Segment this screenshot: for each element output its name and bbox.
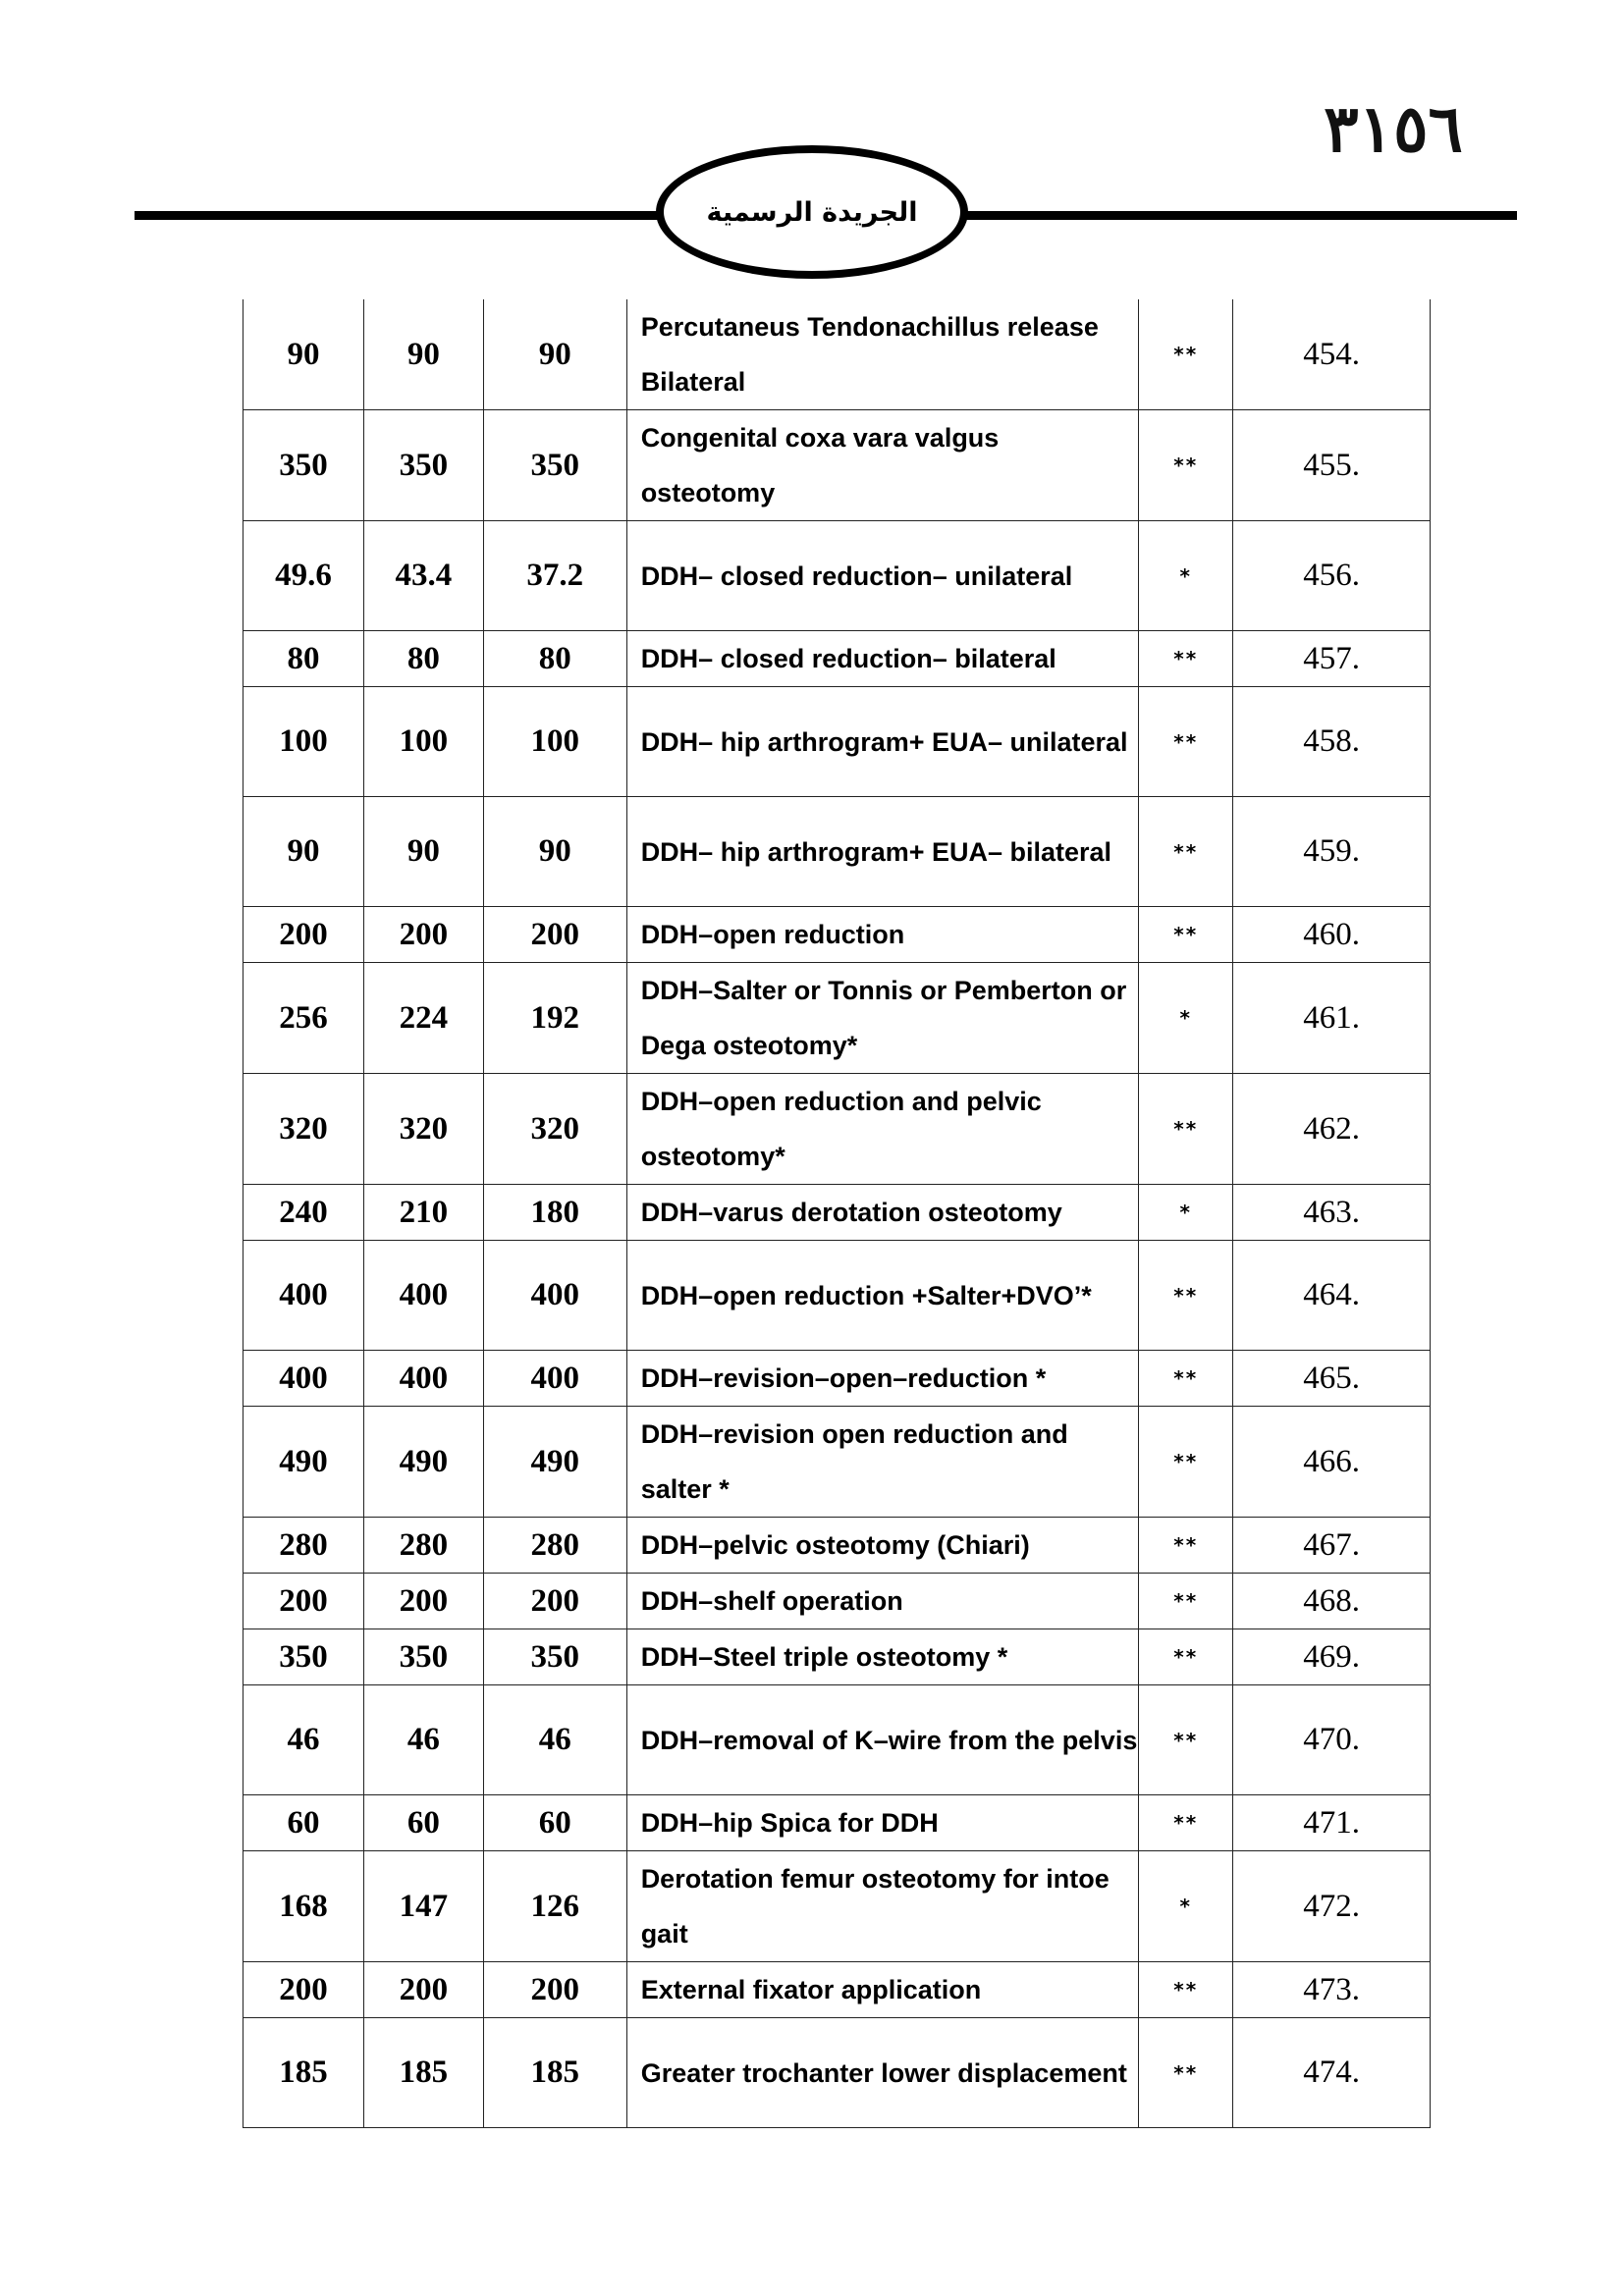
procedure-description: DDH–pelvic osteotomy (Chiari) xyxy=(626,1518,1139,1574)
price-3: 320 xyxy=(483,1074,626,1185)
category-mark: ** xyxy=(1139,299,1233,410)
procedure-description: DDH–removal of K–wire from the pelvis xyxy=(626,1685,1139,1795)
table-row xyxy=(244,631,1431,687)
item-number: 461. xyxy=(1233,963,1431,1074)
price-1: 100 xyxy=(244,687,364,797)
price-1: 320 xyxy=(244,1074,364,1185)
table-row xyxy=(244,687,1431,797)
price-3: 192 xyxy=(483,963,626,1074)
table-row xyxy=(244,797,1431,907)
procedure-description: DDH–shelf operation xyxy=(626,1574,1139,1629)
price-1: 280 xyxy=(244,1518,364,1574)
category-mark: ** xyxy=(1139,1685,1233,1795)
item-number: 466. xyxy=(1233,1407,1431,1518)
procedure-description: DDH–open reduction xyxy=(626,907,1139,963)
page-number: ٣١٥٦ xyxy=(1324,90,1463,167)
table-row xyxy=(244,1574,1431,1629)
item-number: 473. xyxy=(1233,1962,1431,2018)
price-3: 90 xyxy=(483,797,626,907)
category-mark: ** xyxy=(1139,797,1233,907)
category-mark: ** xyxy=(1139,1074,1233,1185)
item-number: 462. xyxy=(1233,1074,1431,1185)
procedure-description: External fixator application xyxy=(626,1962,1139,2018)
category-mark: ** xyxy=(1139,631,1233,687)
table-row xyxy=(244,1629,1431,1685)
price-1: 60 xyxy=(244,1795,364,1851)
item-number: 469. xyxy=(1233,1629,1431,1685)
gazette-title: الجريدة الرسمية xyxy=(706,196,918,228)
procedure-description: DDH– hip arthrogram+ EUA– unilateral xyxy=(626,687,1139,797)
price-2: 90 xyxy=(363,797,483,907)
fees-table xyxy=(243,299,1431,2128)
table-row xyxy=(244,410,1431,521)
procedure-description: Percutaneus Tendonachillus release Bilateral xyxy=(626,299,1139,410)
category-mark: ** xyxy=(1139,1795,1233,1851)
item-number: 472. xyxy=(1233,1851,1431,1962)
procedure-description: DDH–Steel triple osteotomy * xyxy=(626,1629,1139,1685)
table-row xyxy=(244,907,1431,963)
price-3: 46 xyxy=(483,1685,626,1795)
table-row xyxy=(244,1518,1431,1574)
category-mark: ** xyxy=(1139,410,1233,521)
table-row xyxy=(244,299,1431,410)
procedure-description: DDH–Salter or Tonnis or Pemberton or Dega osteotomy* xyxy=(626,963,1139,1074)
price-1: 350 xyxy=(244,1629,364,1685)
price-2: 46 xyxy=(363,1685,483,1795)
price-1: 168 xyxy=(244,1851,364,1962)
procedure-description: DDH– hip arthrogram+ EUA– bilateral xyxy=(626,797,1139,907)
item-number: 474. xyxy=(1233,2018,1431,2128)
price-2: 320 xyxy=(363,1074,483,1185)
procedure-description: DDH–revision–open–reduction * xyxy=(626,1351,1139,1407)
item-number: 460. xyxy=(1233,907,1431,963)
price-1: 490 xyxy=(244,1407,364,1518)
price-3: 90 xyxy=(483,299,626,410)
price-2: 200 xyxy=(363,907,483,963)
table-row xyxy=(244,1851,1431,1962)
price-3: 126 xyxy=(483,1851,626,1962)
price-1: 400 xyxy=(244,1351,364,1407)
item-number: 463. xyxy=(1233,1185,1431,1241)
category-mark: ** xyxy=(1139,2018,1233,2128)
category-mark: * xyxy=(1139,1185,1233,1241)
price-3: 37.2 xyxy=(483,521,626,631)
procedure-description: DDH– closed reduction– bilateral xyxy=(626,631,1139,687)
price-1: 90 xyxy=(244,797,364,907)
price-3: 350 xyxy=(483,410,626,521)
item-number: 457. xyxy=(1233,631,1431,687)
price-2: 400 xyxy=(363,1351,483,1407)
price-2: 224 xyxy=(363,963,483,1074)
price-3: 185 xyxy=(483,2018,626,2128)
category-mark: ** xyxy=(1139,1241,1233,1351)
category-mark: * xyxy=(1139,1851,1233,1962)
price-3: 60 xyxy=(483,1795,626,1851)
price-3: 200 xyxy=(483,1574,626,1629)
price-1: 90 xyxy=(244,299,364,410)
procedure-description: DDH–open reduction and pelvic osteotomy* xyxy=(626,1074,1139,1185)
procedure-description: DDH–revision open reduction and salter * xyxy=(626,1407,1139,1518)
price-2: 200 xyxy=(363,1574,483,1629)
price-1: 240 xyxy=(244,1185,364,1241)
item-number: 455. xyxy=(1233,410,1431,521)
item-number: 468. xyxy=(1233,1574,1431,1629)
price-2: 210 xyxy=(363,1185,483,1241)
price-3: 400 xyxy=(483,1351,626,1407)
table-row xyxy=(244,963,1431,1074)
price-2: 60 xyxy=(363,1795,483,1851)
item-number: 465. xyxy=(1233,1351,1431,1407)
item-number: 456. xyxy=(1233,521,1431,631)
table-row xyxy=(244,1685,1431,1795)
item-number: 467. xyxy=(1233,1518,1431,1574)
price-3: 350 xyxy=(483,1629,626,1685)
price-2: 100 xyxy=(363,687,483,797)
gazette-title-ellipse xyxy=(656,145,968,279)
category-mark: * xyxy=(1139,963,1233,1074)
table-row xyxy=(244,1185,1431,1241)
table-row xyxy=(244,1241,1431,1351)
price-2: 43.4 xyxy=(363,521,483,631)
price-3: 200 xyxy=(483,1962,626,2018)
price-1: 200 xyxy=(244,1962,364,2018)
table-row xyxy=(244,2018,1431,2128)
category-mark: ** xyxy=(1139,1407,1233,1518)
table-row xyxy=(244,1795,1431,1851)
table-row xyxy=(244,1407,1431,1518)
price-1: 200 xyxy=(244,1574,364,1629)
price-1: 80 xyxy=(244,631,364,687)
item-number: 459. xyxy=(1233,797,1431,907)
category-mark: ** xyxy=(1139,1574,1233,1629)
price-2: 90 xyxy=(363,299,483,410)
price-2: 490 xyxy=(363,1407,483,1518)
category-mark: * xyxy=(1139,521,1233,631)
price-2: 80 xyxy=(363,631,483,687)
price-2: 350 xyxy=(363,1629,483,1685)
price-3: 280 xyxy=(483,1518,626,1574)
procedure-description: Congenital coxa vara valgus osteotomy xyxy=(626,410,1139,521)
procedure-description: DDH– closed reduction– unilateral xyxy=(626,521,1139,631)
procedure-description: Greater trochanter lower displacement xyxy=(626,2018,1139,2128)
price-1: 185 xyxy=(244,2018,364,2128)
table-row xyxy=(244,521,1431,631)
category-mark: ** xyxy=(1139,1629,1233,1685)
price-2: 200 xyxy=(363,1962,483,2018)
price-3: 200 xyxy=(483,907,626,963)
category-mark: ** xyxy=(1139,687,1233,797)
price-1: 49.6 xyxy=(244,521,364,631)
price-3: 100 xyxy=(483,687,626,797)
procedure-description: DDH–hip Spica for DDH xyxy=(626,1795,1139,1851)
price-1: 200 xyxy=(244,907,364,963)
price-3: 180 xyxy=(483,1185,626,1241)
table-row xyxy=(244,1351,1431,1407)
price-2: 280 xyxy=(363,1518,483,1574)
category-mark: ** xyxy=(1139,1962,1233,2018)
price-1: 46 xyxy=(244,1685,364,1795)
price-1: 256 xyxy=(244,963,364,1074)
procedure-description: Derotation femur osteotomy for intoe gait xyxy=(626,1851,1139,1962)
price-2: 350 xyxy=(363,410,483,521)
price-1: 400 xyxy=(244,1241,364,1351)
category-mark: ** xyxy=(1139,1351,1233,1407)
price-3: 400 xyxy=(483,1241,626,1351)
table-row xyxy=(244,1962,1431,2018)
price-2: 185 xyxy=(363,2018,483,2128)
price-2: 147 xyxy=(363,1851,483,1962)
category-mark: ** xyxy=(1139,1518,1233,1574)
item-number: 470. xyxy=(1233,1685,1431,1795)
procedure-description: DDH–open reduction +Salter+DVO’* xyxy=(626,1241,1139,1351)
table-row xyxy=(244,1074,1431,1185)
category-mark: ** xyxy=(1139,907,1233,963)
item-number: 458. xyxy=(1233,687,1431,797)
price-2: 400 xyxy=(363,1241,483,1351)
item-number: 464. xyxy=(1233,1241,1431,1351)
price-1: 350 xyxy=(244,410,364,521)
price-3: 80 xyxy=(483,631,626,687)
price-3: 490 xyxy=(483,1407,626,1518)
item-number: 471. xyxy=(1233,1795,1431,1851)
item-number: 454. xyxy=(1233,299,1431,410)
procedure-description: DDH–varus derotation osteotomy xyxy=(626,1185,1139,1241)
